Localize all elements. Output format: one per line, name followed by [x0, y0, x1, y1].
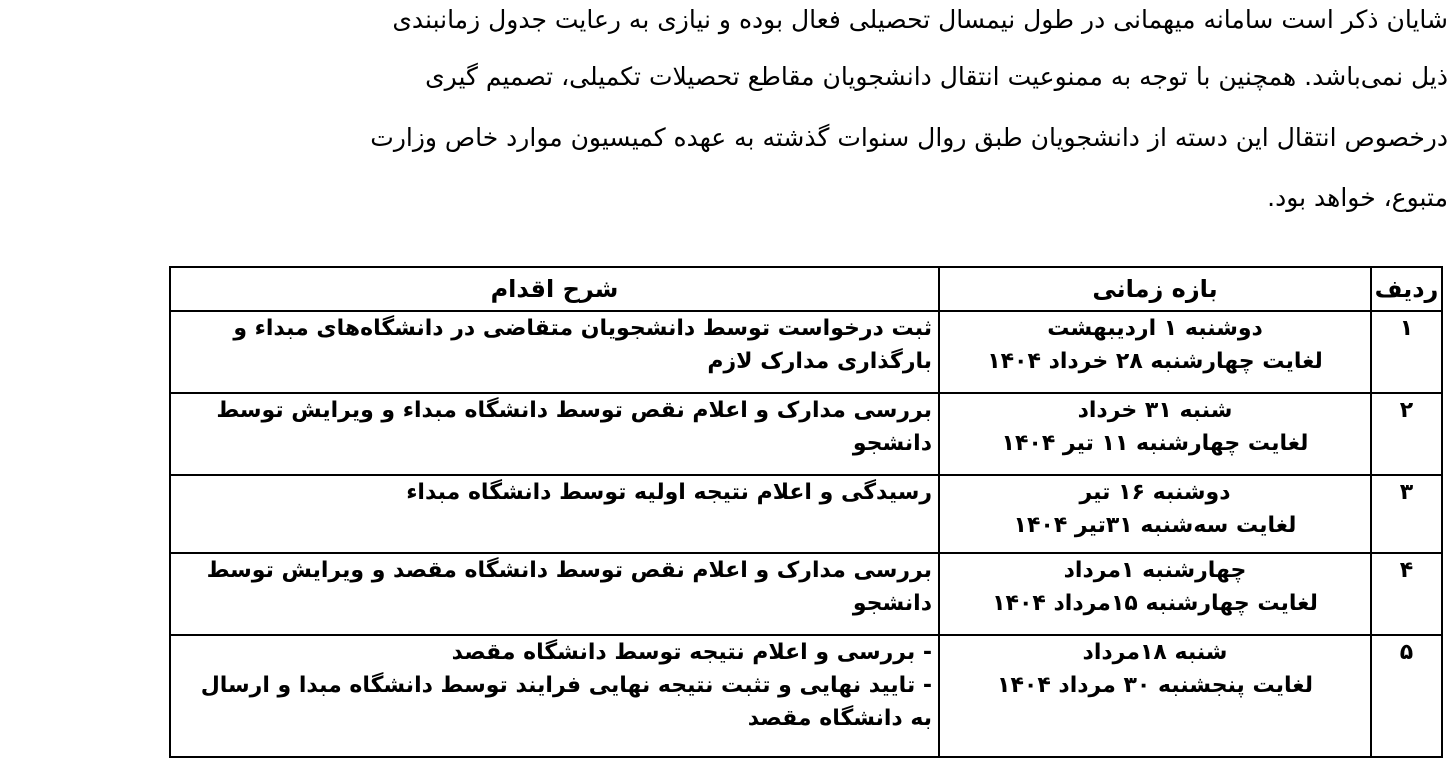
- table-row: [170, 311, 1442, 393]
- schedule-table-container: [169, 266, 1441, 758]
- description-line: بررسی مدارک و اعلام نقص توسط دانشگاه مبداء و ویرایش توسط: [216, 398, 932, 423]
- period-end: لغایت پنجشنبه ۳۰ مرداد ۱۴۰۴: [997, 673, 1313, 698]
- table-row: [170, 553, 1442, 635]
- row-number: ۵: [1371, 635, 1442, 757]
- row-number: ۱: [1371, 311, 1442, 393]
- period-end: لغایت سه‌شنبه ۳۱تیر ۱۴۰۴: [1013, 513, 1297, 538]
- header-time-period: بازه زمانی: [939, 267, 1371, 311]
- description-cell: [170, 475, 939, 553]
- description-line: ثبت درخواست توسط دانشجویان متقاضی در دانشگاه‌های مبداء و: [233, 316, 932, 341]
- description-cell: [170, 311, 939, 393]
- period-start: دوشنبه ۱۶ تیر: [1079, 480, 1231, 505]
- description-cell: [170, 553, 939, 635]
- paragraph-line: ذیل نمی‌باشد. همچنین با توجه به ممنوعیت انتقال دانشجویان مقاطع تحصیلات تکمیلی، تصمیم گیری: [425, 62, 1448, 91]
- row-number: ۲: [1371, 393, 1442, 475]
- description-line: - بررسی و اعلام نتیجه توسط دانشگاه مقصد: [451, 640, 932, 665]
- row-number: ۴: [1371, 553, 1442, 635]
- time-period-cell: [939, 311, 1371, 393]
- header-row-number: ردیف: [1371, 267, 1442, 311]
- period-start: شنبه ۳۱ خرداد: [1077, 398, 1233, 423]
- time-period-cell: [939, 553, 1371, 635]
- period-end: لغایت چهارشنبه ۱۵مرداد ۱۴۰۴: [992, 591, 1318, 616]
- time-period-cell: [939, 635, 1371, 757]
- period-start: چهارشنبه ۱مرداد: [1063, 558, 1247, 583]
- table-row: [170, 475, 1442, 553]
- period-end: لغایت چهارشنبه ۲۸ خرداد ۱۴۰۴: [987, 349, 1323, 374]
- row-number: ۳: [1371, 475, 1442, 553]
- paragraph-line: درخصوص انتقال این دسته از دانشجویان طبق روال سنوات گذشته به عهده کمیسیون موارد خاص وزارت: [370, 123, 1448, 152]
- description-line: بررسی مدارک و اعلام نقص توسط دانشگاه مقصد و ویرایش توسط: [206, 558, 932, 583]
- schedule-table: [169, 266, 1443, 758]
- description-line: دانشجو: [852, 431, 932, 456]
- period-end: لغایت چهارشنبه ۱۱ تیر ۱۴۰۴: [1001, 431, 1309, 456]
- description-line: - تایید نهایی و تثبت نتیجه نهایی فرایند توسط دانشگاه مبدا و ارسال: [200, 673, 932, 698]
- table-row: [170, 635, 1442, 757]
- description-cell: [170, 393, 939, 475]
- period-start: شنبه ۱۸مرداد: [1082, 640, 1228, 665]
- table-header-row: [170, 267, 1442, 311]
- description-line: بارگذاری مدارک لازم: [707, 349, 932, 374]
- description-line: رسیدگی و اعلام نتیجه اولیه توسط دانشگاه مبداء: [406, 480, 932, 505]
- header-action-description: شرح اقدام: [170, 267, 939, 311]
- description-line: دانشجو: [852, 591, 932, 616]
- description-line: به دانشگاه مقصد: [747, 706, 932, 731]
- description-cell: [170, 635, 939, 757]
- time-period-cell: [939, 475, 1371, 553]
- paragraph-line: متبوع، خواهد بود.: [1267, 183, 1448, 212]
- period-start: دوشنبه ۱ اردیبهشت: [1047, 316, 1263, 341]
- paragraph-line: شایان ذکر است سامانه میهمانی در طول نیمسال تحصیلی فعال بوده و نیازی به رعایت جدول زمانبندی: [392, 5, 1448, 34]
- table-row: [170, 393, 1442, 475]
- time-period-cell: [939, 393, 1371, 475]
